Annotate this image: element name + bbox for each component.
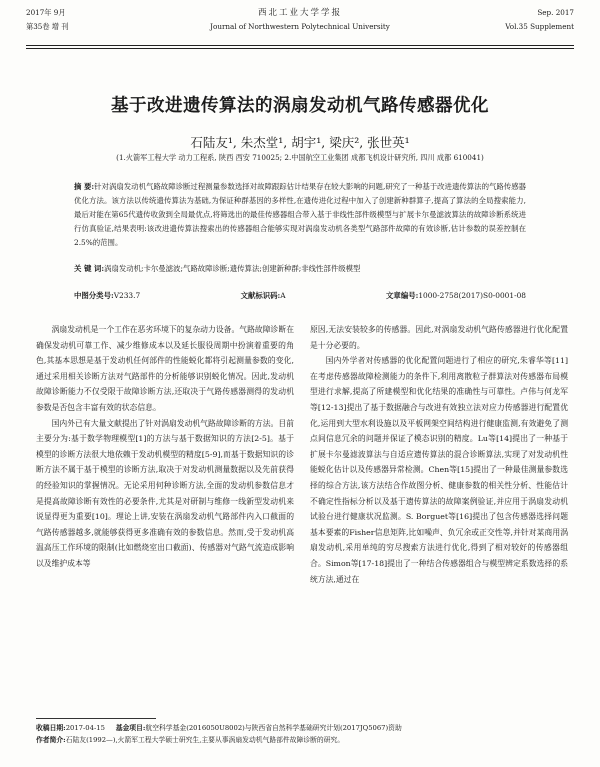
paper-title: 基于改进遗传算法的涡扇发动机气路传感器优化	[111, 96, 489, 116]
body-paragraph: 国内外已有大量文献提出了针对涡扇发动机气路故障诊断的方法。目前主要分为:基于数学物理模型[1]的方法与基于数据知识的方法[2-5]。基于模型的诊断方法很大地依赖于发动机模型的精度[5-9],而基于数据知识的诊断方法不属于基于模型的诊断方法,取决于对发动机测量数据以及先前获得的经验知识的掌握情况。无论采用何种诊断方法,全面的发动机参数信息才是提高故障诊断有效性的必要条件,尤其是对研制与维修一线新型发动机来说显得更为重要[10]。理论上讲,安装在涡扇发动机气路部件内入口截面的气路传感器越多,就能够获得更多准确有效的参数信息。然而,受于发动机高温高压工作环境的限制(比如燃烧室出口截面)、传感器对气路气流造成影响以及维护成本等	[36, 418, 294, 568]
abstract	[74, 180, 526, 250]
running-header	[26, 6, 574, 44]
body-paragraph: 国内外学者对传感器的优化配置问题进行了相应的研究,朱睿华等[11]在考虑传感器故障检测能力的条件下,利用离散粒子群算法对传感器布局模型进行求解,提高了所建模型和优化结果的准确性与可靠性。卢伟与何龙军等[12-13]提出了基于数据融合与改进有效独立法对应力传感器进行配置优化,运用到大型水利设施以及平板网架空间结构进行健康监测,有效避免了测点间信息冗余的问题并保证了模态识别的精度。Lu等[14]提出了一种基于扩展卡尔曼滤波算法与自适应遗传算法的混合诊断算法,实现了对发动机性能蜕化估计以及传感器异常检测。Chen等[15]提出了一种最佳测量参数选择的综合方法,该方法结合作故图分析、健康参数的相关性分析、性能估计不确定性指标分析以及基于遗传算法的故障案例验证,并应用于涡扇发动机试验台进行健康状况监测。S. Borguet等[16]提出了包含传感器选择问题基本要素的Fisher信息矩阵,比如噪声、负冗余或正交性等,并针对某商用涡扇发动机,采用单纯的穷尽搜索方法进行优化,得到了相对较好的传感器组合。Simon等[17-18]提出了一种结合传感器组合与模型辨定系数选择的系统方法,通过在	[310, 356, 568, 584]
fund-label: 基金项目:	[115, 724, 146, 732]
author-bio-label: 作者简介:	[36, 736, 66, 744]
header-volume-en: Vol.35 Supplement	[505, 22, 574, 31]
keywords-label: 关 键 词:	[74, 264, 105, 273]
received-date: 2017-04-15	[65, 724, 105, 732]
article-id-label: 文章编号:	[386, 291, 419, 300]
body-paragraph: 原因,无法安装较多的传感器。因此,对涡扇发动机气路传感器进行优化配置是十分必要的。	[310, 325, 568, 350]
header-volume: 第35卷 增 刊	[26, 22, 69, 31]
abstract-text: 针对涡扇发动机气路故障诊断过程测量参数选择对故障跟踪估计结果存在较大影响的问题,研究了一种基于改进遗传算法的气路传感器优化方法。该方法以传统遗传算法为基础,为保证种群基因的多样性,在遗传进化过程中加入了创建新种群算子,提高了算法的全局搜索能力,最后对能在第65代遗传收敛到全局最优点,将筛选出的最佳传感器组合带入基于非线性部件级模型与扩展卡尔曼滤波算法的故障诊断系统进行仿真验证,结果表明:该改进遗传算法搜索出的传感器组合能够实现对涡扇发动机各类型气路部件故障的有效诊断,估计参数的误差控制在2.5%的范围。	[74, 182, 526, 247]
body-paragraph: 涡扇发动机是一个工作在恶劣环境下的复杂动力设备。气路故障诊断在确保发动机可靠工作、减少维修成本以及延长服役周期中扮演着重要的角色,其基本思想是基于发动机任何部件的性能蜕化都将引起测量参数的变化,通过采用相关诊断方法对气路部件的分析能够识别蜕化情况。因此,发动机故障诊断能力不仅受限于故障诊断方法,还取决于气路传感器测得的发动机参数是否包含丰富有效的状态信息。	[36, 325, 294, 412]
abstract-label: 摘 要:	[74, 182, 95, 191]
header-rule-thin	[26, 48, 574, 49]
header-rule	[26, 45, 574, 46]
clc-value: V233.7	[113, 291, 141, 300]
body-column-left	[36, 322, 294, 572]
journal-name-cn: 西北工业大学学报	[257, 8, 342, 18]
keywords	[74, 263, 526, 275]
footnote-rule	[36, 718, 156, 719]
classification-line	[74, 290, 526, 301]
clc-label: 中图分类号:	[74, 291, 114, 300]
footnote	[36, 722, 564, 746]
fund-text: 航空科学基金(2016050U8002)与陕西省自然科学基础研究计划(2017JQ5067)资助	[145, 724, 402, 732]
author-affiliation: (1.火箭军工程大学 动力工程系, 陕西 西安 710025; 2.中国航空工业集团 成都飞机设计研究所, 四川 成都 610041)	[116, 153, 484, 162]
header-date: 2017年 9月	[26, 8, 66, 17]
doc-code-label: 文献标识码:	[240, 291, 281, 300]
article-id-value: 1000-2758(2017)S0-0001-08	[418, 291, 526, 300]
received-label: 收稿日期:	[36, 724, 66, 732]
doc-code-value: A	[280, 291, 286, 300]
author-bio-text: 石陆友(1992—),火箭军工程大学硕士研究生,主要从事涡扇发动机气路部件故障诊断的研究。	[65, 736, 345, 744]
header-date-en: Sep. 2017	[537, 8, 574, 17]
body-column-right	[310, 322, 568, 587]
keywords-text: 涡扇发动机;卡尔曼滤波;气路故障诊断;遗传算法;创建新种群;非线性部件级模型	[104, 264, 361, 273]
journal-name-en: Journal of Northwestern Polytechnical University	[210, 22, 390, 31]
paper-authors: 石陆友¹, 朱杰堂¹, 胡宇¹, 梁庆², 张世英¹	[190, 135, 410, 150]
